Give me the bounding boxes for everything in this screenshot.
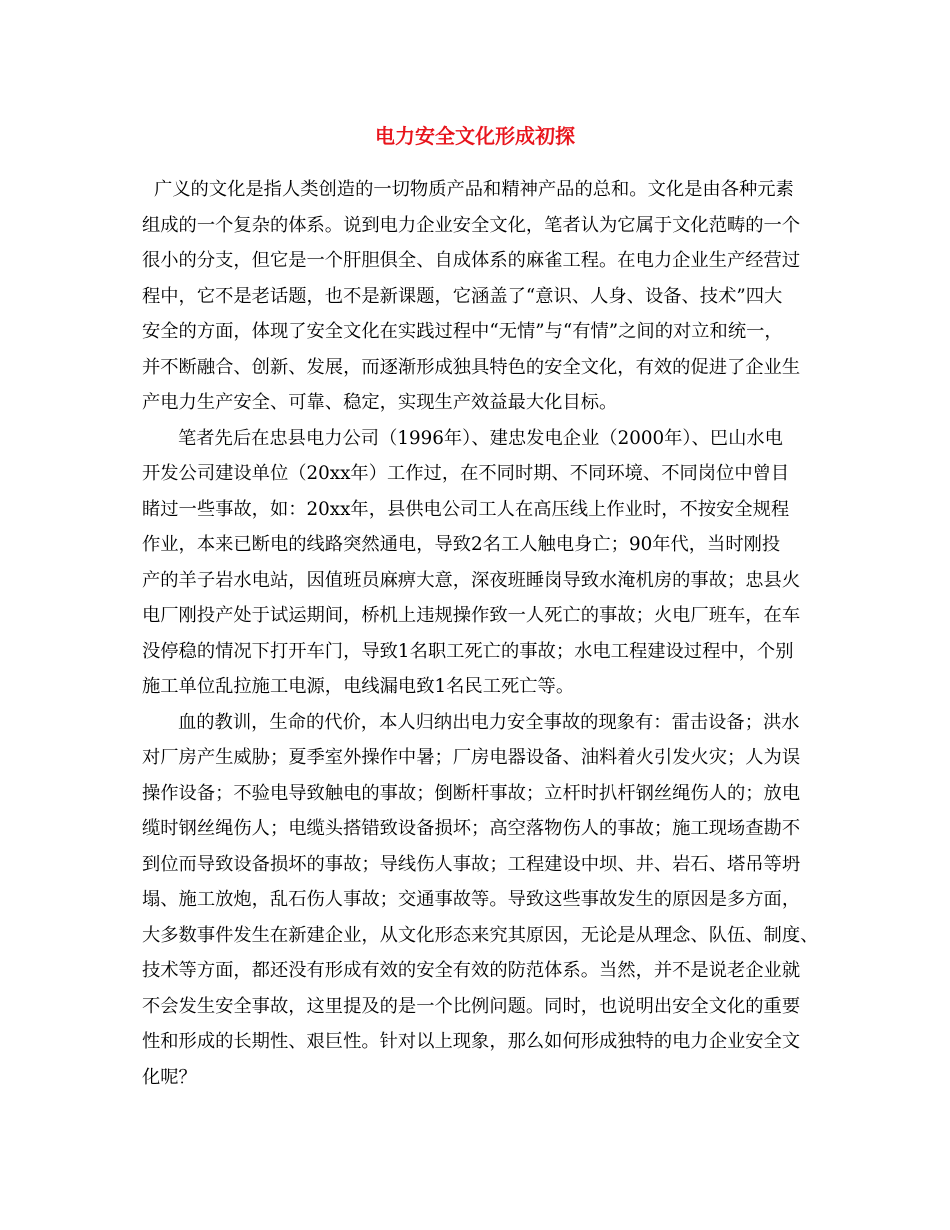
paragraph-line: 程中，它不是老话题，也不是新课题，它涵盖了“意识、人身、设备、技术”四大	[142, 286, 783, 307]
paragraph-line: 对厂房产生威胁；夏季室外操作中暑；厂房电器设备、油料着火引发火灾；人为误	[142, 747, 801, 768]
paragraph-line: 产电力生产安全、可靠、稳定，实现生产效益最大化目标。	[142, 392, 618, 413]
paragraph-line: 没停稳的情况下打开车门，导致1名职工死亡的事故；水电工程建设过程中，个别	[142, 641, 794, 662]
paragraph-line: 很小的分支，但它是一个肝胆俱全、自成体系的麻雀工程。在电力企业生产经营过	[142, 250, 801, 271]
paragraph-line: 电厂刚投产处于试运期间，桥机上违规操作致一人死亡的事故；火电厂班车，在车	[142, 605, 801, 626]
paragraph-first-line: 血的教训，生命的代价，本人归纳出电力安全事故的现象有：雷击设备；洪水	[178, 712, 800, 733]
paragraph-line: 睹过一些事故，如：20xx年，县供电公司工人在高压线上作业时，不按安全规程	[142, 499, 790, 520]
paragraph-line: 施工单位乱拉施工电源，电线漏电致1名民工死亡等。	[142, 676, 575, 697]
paragraph-line: 性和形成的长期性、艰巨性。针对以上现象，那么如何形成独特的电力企业安全文	[142, 1031, 801, 1052]
paragraph-line: 缆时钢丝绳伤人；电缆头搭错致设备损坏；高空落物伤人的事故；施工现场查勘不	[142, 818, 801, 839]
document-title: 电力安全文化形成初探	[375, 124, 575, 148]
paragraph-line: 操作设备；不验电导致触电的事故；倒断杆事故；立杆时扒杆钢丝绳伤人的；放电	[142, 783, 801, 804]
paragraph-line: 大多数事件发生在新建企业，从文化形态来究其原因，无论是从理念、队伍、制度、	[142, 925, 819, 946]
paragraph-line: 安全的方面，体现了安全文化在实践过程中“无情”与“有情”之间的对立和统一，	[142, 321, 783, 342]
paragraph-line: 技术等方面，都还没有形成有效的安全有效的防范体系。当然，并不是说老企业就	[142, 960, 801, 981]
paragraph-line: 塌、施工放炮，乱石伤人事故；交通事故等。导致这些事故发生的原因是多方面，	[142, 889, 801, 910]
paragraph-line: 不会发生安全事故，这里提及的是一个比例问题。同时，也说明出安全文化的重要	[142, 996, 801, 1017]
paragraph-line: 产的羊子岩水电站，因值班员麻痹大意，深夜班睡岗导致水淹机房的事故；忠县火	[142, 570, 801, 591]
paragraph-line: 化呢？	[142, 1067, 197, 1088]
paragraph-line: 到位而导致设备损坏的事故；导线伤人事故；工程建设中坝、井、岩石、塔吊等坍	[142, 854, 801, 875]
paragraph-first-line: 广义的文化是指人类创造的一切物质产品和精神产品的总和。文化是由各种元素	[154, 179, 794, 200]
paragraph-line: 作业，本来已断电的线路突然通电，导致2名工人触电身亡；90年代，当时刚投	[142, 534, 781, 555]
paragraph-line: 并不断融合、创新、发展，而逐渐形成独具特色的安全文化，有效的促进了企业生	[142, 357, 801, 378]
paragraph-line: 组成的一个复杂的体系。说到电力企业安全文化，笔者认为它属于文化范畴的一个	[142, 215, 801, 236]
paragraph-line: 开发公司建设单位（20xx年）工作过，在不同时期、不同环境、不同岗位中曾目	[142, 463, 790, 484]
paragraph-first-line: 笔者先后在忠县电力公司（1996年）、建忠发电企业（2000年）、巴山水电	[178, 428, 783, 449]
